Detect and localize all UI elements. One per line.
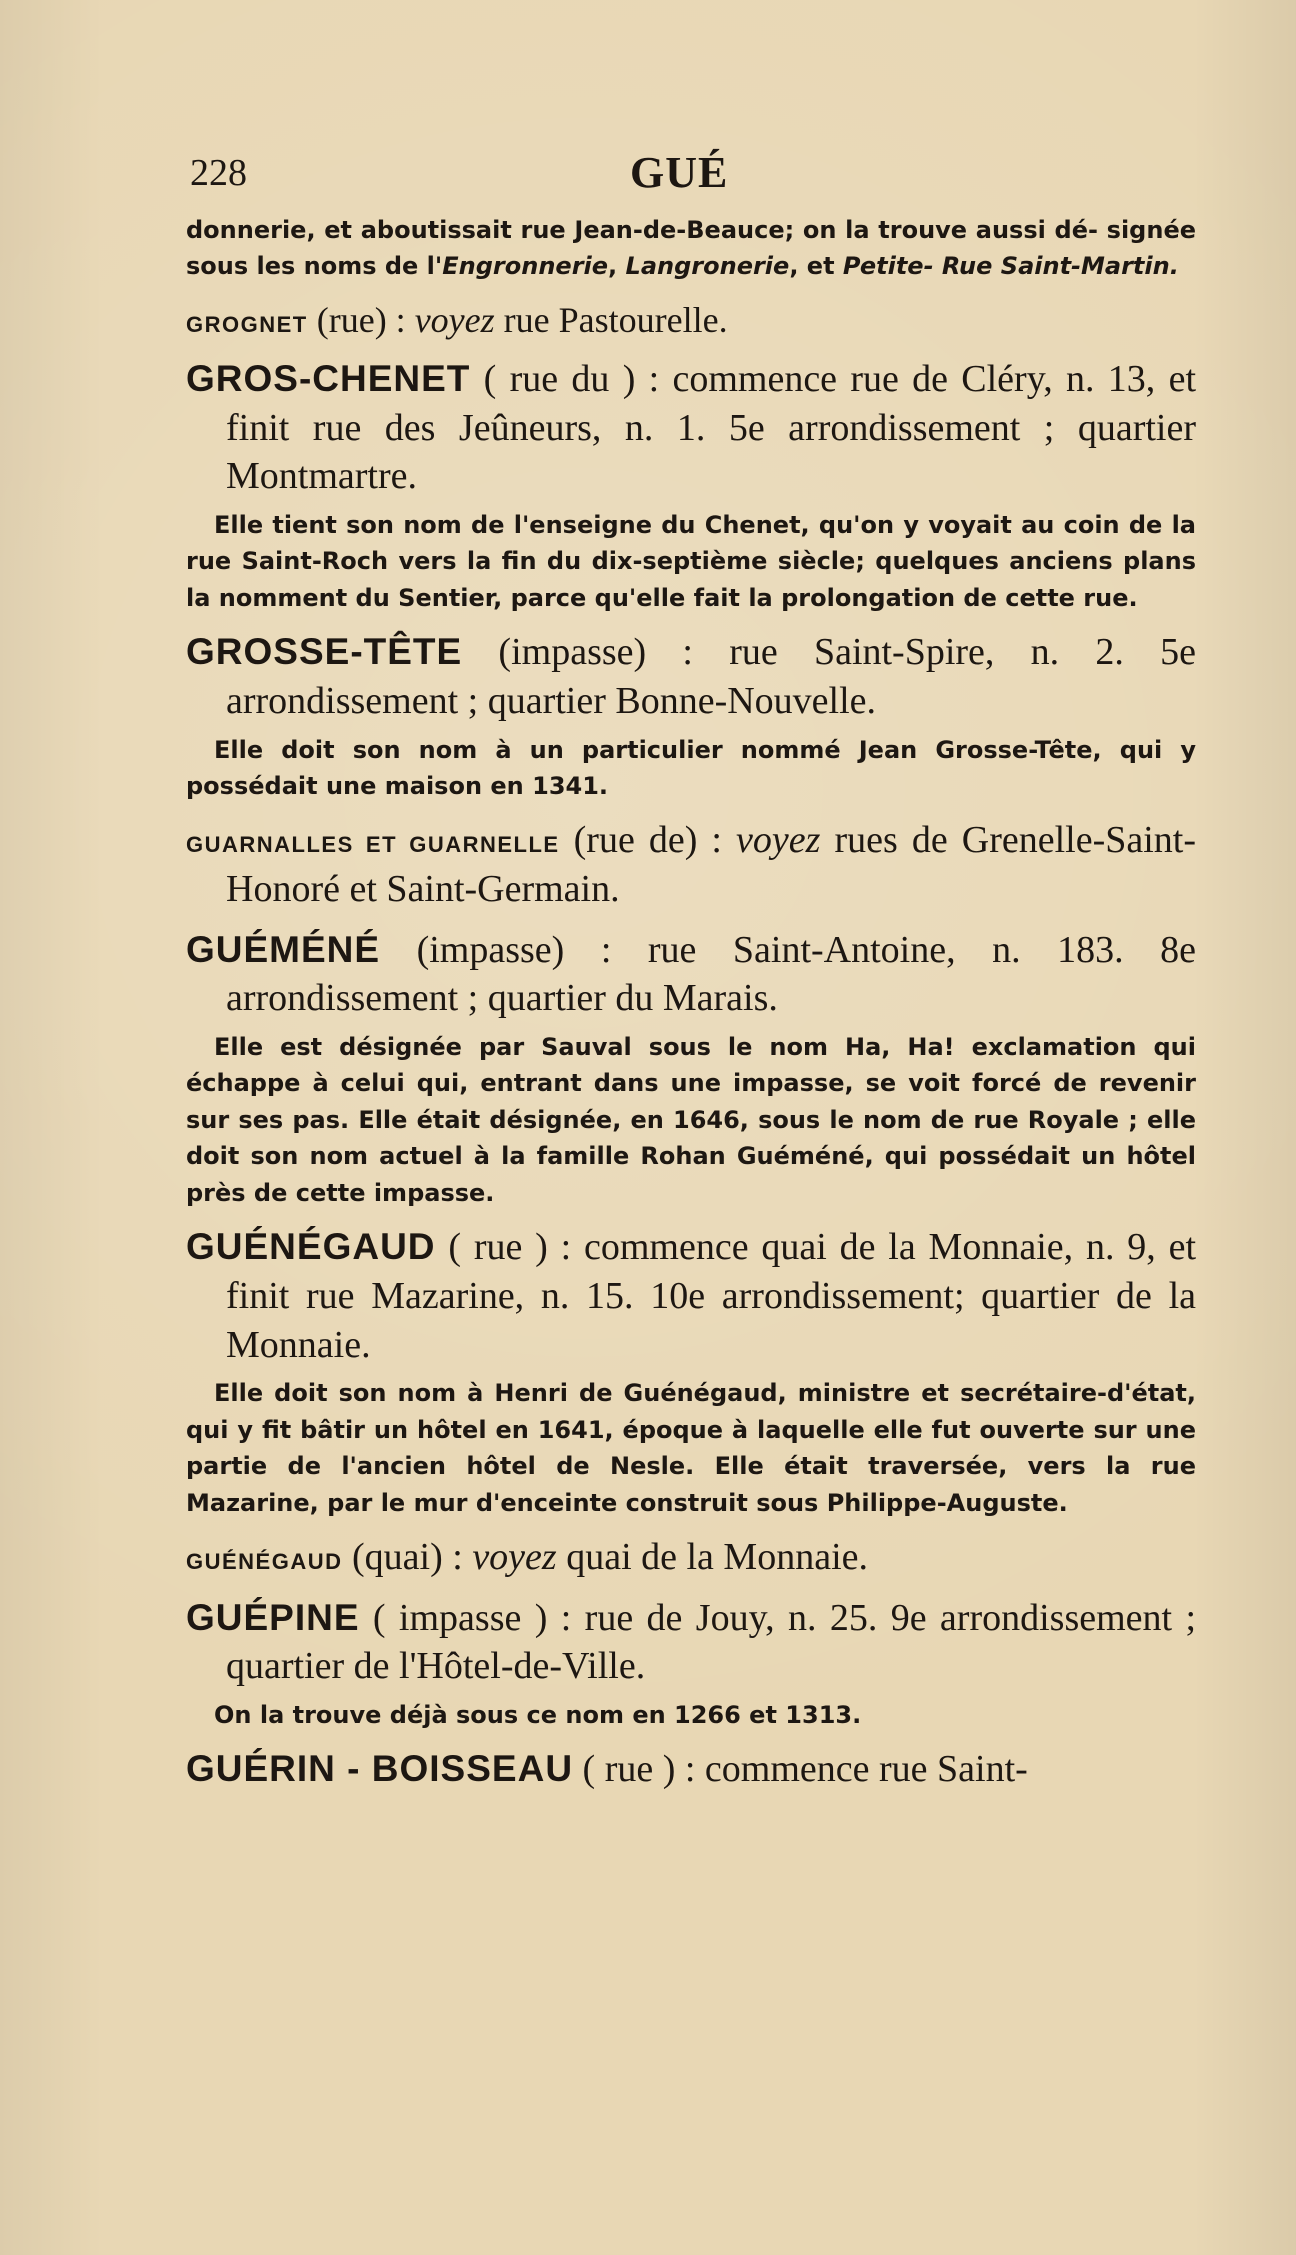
page-header: [190, 150, 1190, 200]
entry-guenegaud: [186, 1223, 1196, 1369]
gros-chenet-text: ( rue du ) : commence rue de Cléry, n. 13, et finit rue des Jeûneurs, n. 1. 5e arrondissement ; quartier Montmartre.: [226, 358, 1196, 498]
entry-gros-chenet: [186, 355, 1196, 501]
headword-guerin-boisseau: GUÉRIN - BOISSEAU: [186, 1748, 574, 1790]
note-guenegaud: Elle doit son nom à Henri de Guénégaud, ministre et secrétaire-d'état, qui y fit bâtir un hôtel en 1641, époque à laquelle elle fut ouverte sur une partie de l'ancien hôtel de Nesle. Elle était traversée, vers la rue Mazarine, par le mur d'enceinte construit sous Philippe-Auguste.: [186, 1379, 1196, 1517]
guerin-text: ( rue ) : commence rue Saint-: [573, 1748, 1028, 1791]
intro-line-2e: , et: [789, 252, 843, 281]
intro-petite: Petite-: [842, 252, 934, 281]
entry-grosse-tete: [186, 628, 1196, 725]
entry-guerin-boisseau: [186, 1745, 1196, 1794]
headword-guenegaud: GUÉNÉGAUD: [186, 1226, 436, 1268]
headword-guenegaud-quai: GUÉNÉGAUD: [186, 1549, 343, 1575]
guenegaud-text: ( rue ) : commence quai de la Monnaie, n. 9, et finit rue Mazarine, n. 15. 10e arrondissement; quartier de la Monnaie.: [226, 1226, 1196, 1366]
intro-engronnerie: Engronnerie: [442, 252, 609, 281]
intro-line-3: Rue Saint-Martin.: [941, 252, 1179, 281]
page-number: 228: [190, 152, 247, 194]
note-grosse-tete: Elle doit son nom à un particulier nommé Jean Grosse-Tête, qui y possédait une maison en 1341.: [186, 735, 1196, 801]
intro-langronerie: Langronerie: [625, 252, 790, 281]
running-head: GUÉ: [630, 148, 729, 197]
grognet-voyez: voyez: [414, 299, 495, 340]
entry-guarnalles: [186, 816, 1196, 913]
page-content: [186, 212, 1196, 1794]
note-gros-chenet: Elle tient son nom de l'enseigne du Chenet, qu'on y voyait au coin de la rue Saint-Roch vers la fin du dix-septième siècle; quelques anciens plans la nomment du Sentier, parce qu'elle fait la prolongation de cette rue.: [186, 510, 1196, 612]
grognet-target: rue Pastourelle.: [494, 299, 728, 340]
entry-guenegaud-quai: [186, 1533, 1196, 1582]
headword-guepine: GUÉPINE: [186, 1596, 360, 1638]
guenegaud-quai-type: (quai) :: [342, 1536, 473, 1579]
intro-line-1: donnerie, et aboutissait rue Jean-de-Beauce; on la trouve aussi dé-: [186, 216, 1098, 244]
grosse-tete-text: (impasse) : rue Saint-Spire, n. 2. 5e arrondissement ; quartier Bonne-Nouvelle.: [226, 631, 1196, 722]
guenegaud-quai-voyez: voyez: [472, 1536, 557, 1579]
guemene-text: (impasse) : rue Saint-Antoine, n. 183. 8e arrondissement ; quartier du Marais.: [226, 928, 1196, 1020]
guarnalles-voyez: voyez: [736, 819, 821, 862]
headword-guemene: GUÉMÉNÉ: [186, 928, 381, 970]
note-guemene: Elle est désignée par Sauval sous le nom Ha, Ha! exclamation qui échappe à celui qui, entrant dans une impasse, se voit forcé de revenir sur ses pas. Elle était désignée, en 1646, sous le nom de rue Royale ; elle doit son nom actuel à la famille Rohan Guéméné, qui possédait un hôtel près de cette impasse.: [186, 1032, 1196, 1207]
guarnalles-target: rues de Grenelle-Saint-Honoré et Saint-Germain.: [226, 819, 1196, 911]
headword-guarnalles: GUARNALLES ET GUARNELLE: [186, 832, 560, 858]
grognet-type: (rue) :: [307, 299, 415, 340]
headword-grognet: GROGNET: [186, 311, 308, 337]
intro-line-2a: signée sous les noms de l': [186, 216, 1197, 281]
entry-grognet: [186, 297, 1196, 343]
intro-line-2c: ,: [608, 252, 626, 281]
headword-grosse-tete: GROSSE-TÊTE: [186, 631, 463, 673]
guarnalles-type: (rue de) :: [559, 819, 737, 862]
entry-guemene: [186, 926, 1196, 1023]
guenegaud-quai-target: quai de la Monnaie.: [556, 1536, 868, 1579]
guepine-text: ( impasse ) : rue de Jouy, n. 25. 9e arrondissement ; quartier de l'Hôtel-de-Ville.: [226, 1596, 1196, 1688]
headword-gros-chenet: GROS-CHENET: [186, 358, 471, 400]
entry-guepine: [186, 1594, 1196, 1691]
intro-paragraph: [186, 212, 1196, 285]
note-guepine: On la trouve déjà sous ce nom en 1266 et 1313.: [214, 1700, 862, 1729]
